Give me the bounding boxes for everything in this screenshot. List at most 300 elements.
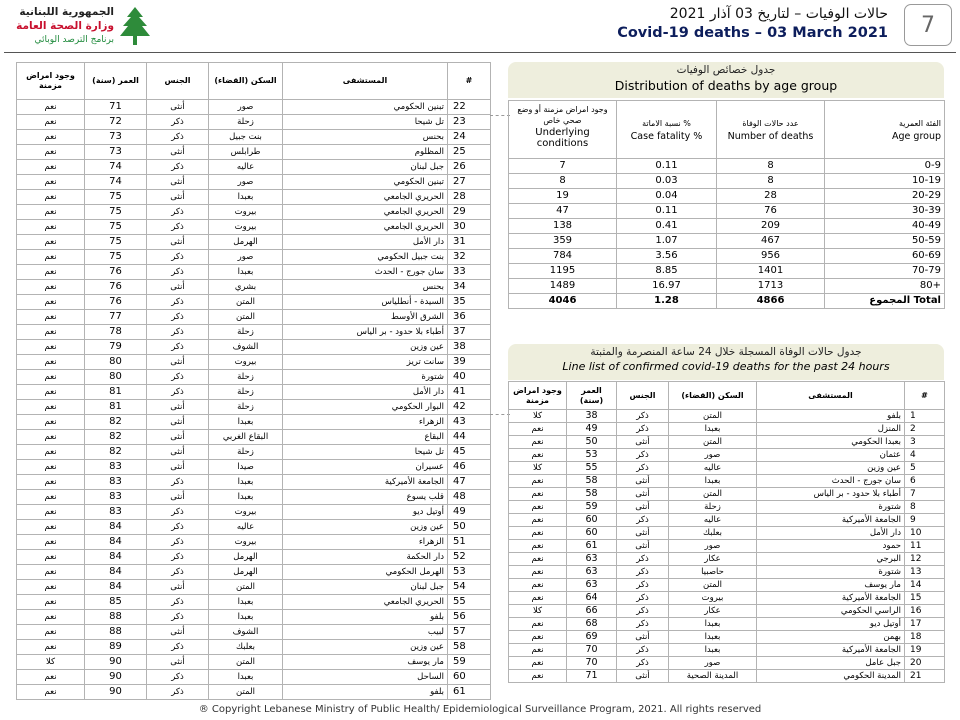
ministry-logo: [8, 4, 158, 48]
cell-hospital: الزهراء: [283, 415, 448, 430]
table-row: [17, 520, 491, 535]
cell-residence: المتن: [209, 580, 283, 595]
cell-num: 8: [905, 501, 945, 514]
cell-sex: أنثى: [147, 415, 209, 430]
cell-num: 27: [448, 175, 491, 190]
cell-residence: المتن: [669, 410, 757, 423]
cell-age: 83: [85, 490, 147, 505]
table-header-row: [17, 63, 491, 100]
cell-residence: بعبدا: [209, 190, 283, 205]
cell-hospital: المدينة الحكومي: [757, 670, 905, 683]
cell-comorbid: نعم: [17, 640, 85, 655]
table-row: [509, 605, 945, 618]
total-row: [509, 294, 945, 309]
cell-deaths: 956: [717, 249, 825, 264]
connector-line: [490, 115, 510, 116]
table-row: [17, 415, 491, 430]
cell-sex: أنثى: [147, 190, 209, 205]
cell-hospital: أطباء بلا حدود - بر الياس: [283, 325, 448, 340]
cell-sex: أنثى: [617, 488, 669, 501]
cell-hospital: الجامعة الأميركية: [757, 592, 905, 605]
table-row: [509, 189, 945, 204]
cell-num: 2: [905, 423, 945, 436]
cell-sex: ذكر: [617, 462, 669, 475]
cell-age: 76: [85, 265, 147, 280]
cell-residence: بعبدا: [209, 415, 283, 430]
cell-age: 61: [567, 540, 617, 553]
cell-residence: بعبدا: [209, 610, 283, 625]
cell-age: 63: [567, 553, 617, 566]
cell-sex: ذكر: [617, 514, 669, 527]
cell-comorbid: نعم: [509, 423, 567, 436]
cell-residence: بعبدا: [669, 475, 757, 488]
cell-hospital: تبنين الحكومي: [283, 175, 448, 190]
cell-hospital: مار يوسف: [283, 655, 448, 670]
cell-comorbid: نعم: [17, 685, 85, 700]
cell-num: 3: [905, 436, 945, 449]
cell-residence: بيروت: [209, 535, 283, 550]
cell-residence: الهرمل: [209, 550, 283, 565]
cell-sex: ذكر: [147, 265, 209, 280]
logo-line-1: الجمهورية اللبنانية: [19, 6, 114, 18]
cell-num: 60: [448, 670, 491, 685]
cell-group: 10-19: [825, 174, 945, 189]
table-row: [509, 423, 945, 436]
cell-age: 90: [85, 670, 147, 685]
cell-num: 31: [448, 235, 491, 250]
cell-cfr: 0.11: [617, 204, 717, 219]
table-header-row: [509, 382, 945, 410]
cell-num: 22: [448, 100, 491, 115]
cell-num: 4: [905, 449, 945, 462]
cell-num: 12: [905, 553, 945, 566]
cell-age: 84: [85, 550, 147, 565]
cell-hospital: الحريري الجامعي: [283, 595, 448, 610]
table-row: [509, 249, 945, 264]
cell-sex: أنثى: [617, 631, 669, 644]
table-row: [17, 355, 491, 370]
table-row: [509, 279, 945, 294]
cell-comorbid: نعم: [17, 565, 85, 580]
cell-residence: زحلة: [209, 370, 283, 385]
table-row: [509, 410, 945, 423]
table-row: [17, 505, 491, 520]
col-comorbid: [509, 101, 617, 159]
cell-num: 21: [905, 670, 945, 683]
cell-sex: ذكر: [147, 340, 209, 355]
cell-comorbid: نعم: [509, 553, 567, 566]
table-row: [17, 370, 491, 385]
cell-deaths: 8: [717, 159, 825, 174]
table-row: [17, 655, 491, 670]
cell-age: 75: [85, 250, 147, 265]
cell-deaths: 8: [717, 174, 825, 189]
table-row: [17, 580, 491, 595]
cell-sex: أنثى: [147, 100, 209, 115]
cell-residence: المتن: [209, 685, 283, 700]
cell-hospital: عسيران: [283, 460, 448, 475]
cell-comorbid: نعم: [509, 566, 567, 579]
cell-comorbid: نعم: [509, 527, 567, 540]
cell-deaths: 28: [717, 189, 825, 204]
cell-cfr: 3.56: [617, 249, 717, 264]
col-hospital: المستشفى: [757, 382, 905, 410]
cell-cfr: 0.04: [617, 189, 717, 204]
cell-num: 39: [448, 355, 491, 370]
table-row: [17, 115, 491, 130]
table-row: [17, 235, 491, 250]
cell-hospital: لبيب: [283, 625, 448, 640]
cell-residence: صور: [209, 250, 283, 265]
cell-comorbid: كلا: [509, 605, 567, 618]
table-row: [17, 265, 491, 280]
cell-sex: ذكر: [147, 130, 209, 145]
cell-hospital: الحريري الجامعي: [283, 205, 448, 220]
cell-comorbid: نعم: [17, 220, 85, 235]
cell-age: 64: [567, 592, 617, 605]
cell-sex: ذكر: [617, 423, 669, 436]
cell-age: 74: [85, 175, 147, 190]
cell-group: 50-59: [825, 234, 945, 249]
cell-sex: ذكر: [147, 385, 209, 400]
cell-age: 71: [85, 100, 147, 115]
cell-residence: صور: [209, 100, 283, 115]
cell-sex: أنثى: [617, 475, 669, 488]
cell-comorbid: نعم: [17, 385, 85, 400]
cell-hospital: الزهراء: [283, 535, 448, 550]
cell-num: 35: [448, 295, 491, 310]
cell-hospital: بلفو: [283, 685, 448, 700]
cell-age: 72: [85, 115, 147, 130]
col-comorbid: وجود امراض مزمنة: [509, 382, 567, 410]
table-row: [17, 340, 491, 355]
table-row: [509, 462, 945, 475]
table-row: [17, 175, 491, 190]
cell-hospital: شتورة: [757, 501, 905, 514]
cell-group: المجموع Total: [825, 294, 945, 309]
cell-residence: بيروت: [209, 205, 283, 220]
deaths-line-list-continued: [16, 62, 491, 700]
cell-age: 78: [85, 325, 147, 340]
cell-sex: ذكر: [147, 685, 209, 700]
cell-comorbid: نعم: [509, 644, 567, 657]
cell-cfr: 8.85: [617, 264, 717, 279]
col-deaths-en: Number of deaths: [727, 131, 814, 142]
cell-hospital: سان جورج - الحدث: [757, 475, 905, 488]
col-sex: الجنس: [617, 382, 669, 410]
col-deaths: [717, 101, 825, 159]
cell-residence: المتن: [669, 579, 757, 592]
col-residence: السكن (القضاء): [209, 63, 283, 100]
cell-residence: بعبدا: [209, 475, 283, 490]
cell-comorbid: نعم: [17, 145, 85, 160]
cell-group: 30-39: [825, 204, 945, 219]
cell-sex: أنثى: [617, 501, 669, 514]
table-row: [509, 566, 945, 579]
cell-sex: ذكر: [617, 449, 669, 462]
cell-age: 84: [85, 520, 147, 535]
cell-age: 66: [567, 605, 617, 618]
cell-num: 11: [905, 540, 945, 553]
cell-hospital: دار الحكمة: [283, 550, 448, 565]
table-row: [17, 250, 491, 265]
table-row: [509, 579, 945, 592]
col-cfr-ar: نسبة الاماتة %: [642, 119, 691, 128]
table-row: [509, 264, 945, 279]
cell-sex: ذكر: [147, 310, 209, 325]
cell-group: 80+: [825, 279, 945, 294]
cell-num: 28: [448, 190, 491, 205]
cell-residence: المدينة الصحية: [669, 670, 757, 683]
cell-hospital: المظلوم: [283, 145, 448, 160]
cell-age: 59: [567, 501, 617, 514]
table-row: [17, 145, 491, 160]
cell-comorbid: نعم: [17, 235, 85, 250]
cell-comorbid: نعم: [17, 580, 85, 595]
cell-sex: ذكر: [147, 370, 209, 385]
cell-residence: الهرمل: [209, 565, 283, 580]
cell-residence: حاصبيا: [669, 566, 757, 579]
age-table-caption: [508, 62, 944, 98]
table-row: [509, 657, 945, 670]
table-row: [509, 234, 945, 249]
cell-comorbid: نعم: [17, 160, 85, 175]
cell-num: 51: [448, 535, 491, 550]
cell-sex: ذكر: [617, 592, 669, 605]
table-row: [509, 592, 945, 605]
cell-comorbid: نعم: [509, 592, 567, 605]
cell-num: 33: [448, 265, 491, 280]
title-arabic: حالات الوفيات – لتاريخ 03 آذار 2021: [669, 6, 888, 22]
cell-comorbid: نعم: [17, 505, 85, 520]
cell-sex: ذكر: [617, 657, 669, 670]
cell-sex: ذكر: [617, 644, 669, 657]
cell-comorbid: نعم: [509, 631, 567, 644]
cell-hospital: بعبدا الحكومي: [757, 436, 905, 449]
cell-sex: ذكر: [147, 205, 209, 220]
cell-residence: طرابلس: [209, 145, 283, 160]
cell-hospital: الحريري الجامعي: [283, 190, 448, 205]
cell-comorbid: نعم: [17, 415, 85, 430]
cell-cfr: 16.97: [617, 279, 717, 294]
cell-sex: أنثى: [147, 355, 209, 370]
cell-hospital: بحنس: [283, 130, 448, 145]
cell-age: 53: [567, 449, 617, 462]
cell-sex: ذكر: [617, 618, 669, 631]
cell-sex: أنثى: [147, 490, 209, 505]
caption-english: Line list of confirmed covid-19 deaths for the past 24 hours: [562, 360, 890, 373]
cell-comorbid: نعم: [17, 130, 85, 145]
line-list-table: [508, 381, 945, 683]
cell-num: 46: [448, 460, 491, 475]
table-row: [17, 475, 491, 490]
cell-age: 77: [85, 310, 147, 325]
title-english: Covid-19 deaths – 03 March 2021: [617, 25, 888, 41]
cell-group: 70-79: [825, 264, 945, 279]
col-group: [825, 101, 945, 159]
col-num: #: [905, 382, 945, 410]
cell-comorbid: نعم: [509, 514, 567, 527]
cell-comorbid: نعم: [509, 670, 567, 683]
table-row: [17, 685, 491, 700]
cell-residence: صور: [669, 657, 757, 670]
cell-num: 14: [905, 579, 945, 592]
cell-sex: ذكر: [147, 115, 209, 130]
cell-age: 70: [567, 644, 617, 657]
cell-comorbid: نعم: [509, 475, 567, 488]
table-row: [17, 430, 491, 445]
cell-age: 49: [567, 423, 617, 436]
cell-residence: بعبدا: [209, 670, 283, 685]
table-row: [509, 174, 945, 189]
table-row: [17, 610, 491, 625]
cell-sex: أنثى: [147, 145, 209, 160]
cell-comorbid: نعم: [17, 205, 85, 220]
cell-sex: ذكر: [147, 220, 209, 235]
cell-age: 70: [567, 657, 617, 670]
cell-num: 43: [448, 415, 491, 430]
cell-residence: بيروت: [209, 355, 283, 370]
cell-hospital: عثمان: [757, 449, 905, 462]
cell-residence: بيروت: [209, 220, 283, 235]
table-row: [17, 550, 491, 565]
cell-comorbid: نعم: [509, 436, 567, 449]
table-row: [17, 205, 491, 220]
cell-comorbid: نعم: [17, 520, 85, 535]
cell-group: 40-49: [825, 219, 945, 234]
cell-age: 60: [567, 514, 617, 527]
cell-residence: الهرمل: [209, 235, 283, 250]
cell-num: 1: [905, 410, 945, 423]
cell-hospital: سانت تريز: [283, 355, 448, 370]
cell-age: 55: [567, 462, 617, 475]
cell-age: 58: [567, 475, 617, 488]
cell-residence: البقاع الغربي: [209, 430, 283, 445]
cell-age: 89: [85, 640, 147, 655]
col-sex: الجنس: [147, 63, 209, 100]
cell-age: 85: [85, 595, 147, 610]
cell-hospital: الجامعة الأميركية: [757, 644, 905, 657]
cell-hospital: أوتيل ديو: [283, 505, 448, 520]
cell-num: 7: [905, 488, 945, 501]
connector-line: [490, 414, 510, 415]
cell-sex: أنثى: [147, 460, 209, 475]
cell-residence: بعلبك: [209, 640, 283, 655]
cell-num: 53: [448, 565, 491, 580]
cell-hospital: قلب يسوع: [283, 490, 448, 505]
cell-age: 73: [85, 130, 147, 145]
cell-num: 49: [448, 505, 491, 520]
cell-comorbid: كلا: [509, 410, 567, 423]
cell-residence: عاليه: [669, 462, 757, 475]
cell-comorbid: 1489: [509, 279, 617, 294]
col-group-en: Age group: [892, 131, 941, 142]
cell-hospital: تل شيحا: [283, 115, 448, 130]
cell-comorbid: نعم: [509, 618, 567, 631]
cell-hospital: دار الأمل: [757, 527, 905, 540]
cell-sex: أنثى: [147, 625, 209, 640]
cell-comorbid: نعم: [509, 488, 567, 501]
cell-hospital: شتورة: [757, 566, 905, 579]
cell-hospital: سان جورج - الحدث: [283, 265, 448, 280]
cell-num: 48: [448, 490, 491, 505]
cell-residence: بعبدا: [209, 265, 283, 280]
table-row: [17, 460, 491, 475]
cell-age: 82: [85, 415, 147, 430]
cell-num: 13: [905, 566, 945, 579]
cell-comorbid: نعم: [17, 610, 85, 625]
cell-sex: أنثى: [147, 235, 209, 250]
table-row: [509, 618, 945, 631]
cedar-icon: [116, 5, 154, 47]
cell-hospital: جبل لبنان: [283, 160, 448, 175]
cell-num: 29: [448, 205, 491, 220]
cell-comorbid: 19: [509, 189, 617, 204]
cell-age: 90: [85, 655, 147, 670]
cell-residence: الشوف: [209, 340, 283, 355]
cell-group: 20-29: [825, 189, 945, 204]
col-hospital: المستشفى: [283, 63, 448, 100]
table-row: [17, 385, 491, 400]
cell-age: 63: [567, 566, 617, 579]
table-row: [17, 310, 491, 325]
cell-age: 83: [85, 460, 147, 475]
cell-residence: بعبدا: [669, 631, 757, 644]
cell-num: 52: [448, 550, 491, 565]
cell-hospital: السيدة - أنطلياس: [283, 295, 448, 310]
table-row: [17, 130, 491, 145]
table-row: [17, 565, 491, 580]
cell-age: 38: [567, 410, 617, 423]
cell-comorbid: نعم: [509, 501, 567, 514]
table-row: [509, 553, 945, 566]
cell-age: 84: [85, 565, 147, 580]
line-list-caption: [508, 344, 944, 380]
cell-age: 82: [85, 445, 147, 460]
cell-comorbid: 7: [509, 159, 617, 174]
table-row: [509, 670, 945, 683]
cell-comorbid: نعم: [17, 400, 85, 415]
table-row: [509, 501, 945, 514]
cell-num: 47: [448, 475, 491, 490]
cell-sex: ذكر: [147, 550, 209, 565]
cell-comorbid: نعم: [17, 355, 85, 370]
cell-age: 84: [85, 580, 147, 595]
cell-num: 56: [448, 610, 491, 625]
caption-arabic: جدول حالات الوفاة المسجلة خلال 24 ساعة المنصرمة والمثبتة: [590, 346, 862, 358]
cell-residence: عاليه: [209, 160, 283, 175]
cell-comorbid: كلا: [509, 462, 567, 475]
cell-sex: أنثى: [147, 400, 209, 415]
cell-age: 75: [85, 190, 147, 205]
cell-sex: ذكر: [147, 640, 209, 655]
cell-num: 25: [448, 145, 491, 160]
cell-comorbid: 8: [509, 174, 617, 189]
table-row: [509, 488, 945, 501]
cell-num: 34: [448, 280, 491, 295]
cell-num: 5: [905, 462, 945, 475]
col-comorbid-ar: وجود امراض مزمنة أو وضع صحي خاص: [517, 105, 608, 125]
page-title: [617, 6, 888, 41]
cell-group: 60-69: [825, 249, 945, 264]
cell-num: 58: [448, 640, 491, 655]
cell-hospital: عين وزين: [757, 462, 905, 475]
table-row: [509, 514, 945, 527]
table-row: [17, 625, 491, 640]
cell-hospital: عين وزين: [283, 340, 448, 355]
cell-hospital: الراسي الحكومي: [757, 605, 905, 618]
cell-sex: ذكر: [147, 475, 209, 490]
